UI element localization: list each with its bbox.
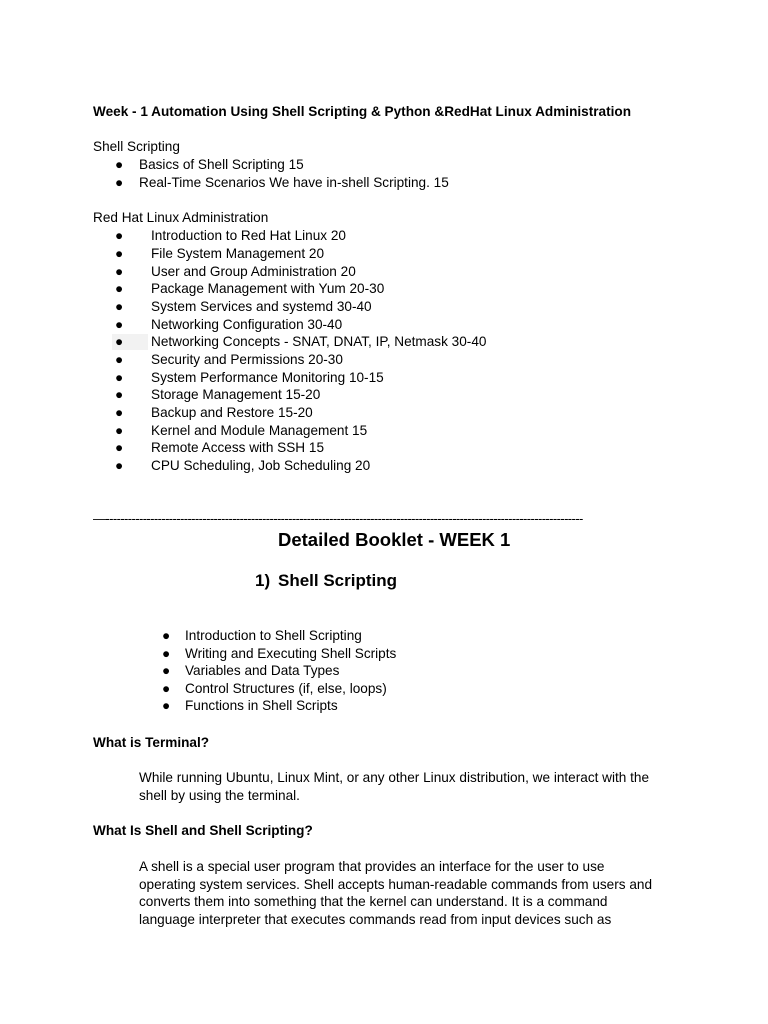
booklet-title: Detailed Booklet - WEEK 1: [278, 529, 511, 550]
bullet-icon: ●: [115, 370, 124, 385]
terminal-heading: What is Terminal?: [93, 735, 210, 750]
list-item: Writing and Executing Shell Scripts: [185, 646, 397, 661]
terminal-paragraph-line: shell by using the terminal.: [139, 788, 300, 803]
bullet-icon: ●: [115, 175, 124, 190]
list-item: Introduction to Red Hat Linux 20: [151, 228, 346, 243]
bullet-icon: ●: [115, 334, 124, 349]
list-item: Remote Access with SSH 15: [151, 440, 325, 455]
list-item: CPU Scheduling, Job Scheduling 20: [151, 458, 371, 473]
shell-section-heading: Shell Scripting: [93, 139, 180, 154]
list-item: File System Management 20: [151, 246, 325, 261]
shell-def-paragraph-line: operating system services. Shell accepts human-readable commands from users and: [139, 877, 653, 892]
bullet-icon: ●: [115, 264, 124, 279]
bullet-icon: ●: [162, 646, 171, 661]
list-item: Networking Concepts - SNAT, DNAT, IP, Netmask 30-40: [151, 334, 487, 349]
list-item: Security and Permissions 20-30: [151, 352, 343, 367]
shell-def-paragraph-line: converts them into something that the kernel can understand. It is a command: [139, 894, 608, 909]
list-item: Storage Management 15-20: [151, 387, 321, 402]
section-title: Shell Scripting: [278, 571, 398, 590]
list-item: Networking Configuration 30-40: [151, 317, 343, 332]
list-item: Kernel and Module Management 15: [151, 423, 368, 438]
bullet-icon: ●: [115, 423, 124, 438]
shell-def-heading: What Is Shell and Shell Scripting?: [93, 823, 313, 838]
list-item: Real-Time Scenarios We have in-shell Scripting. 15: [139, 175, 449, 190]
bullet-icon: ●: [162, 698, 171, 713]
bullet-icon: ●: [115, 281, 124, 296]
bullet-icon: ●: [115, 387, 124, 402]
bullet-icon: ●: [115, 317, 124, 332]
document-title: Week - 1 Automation Using Shell Scripting & Python &RedHat Linux Administration: [93, 104, 631, 119]
bullet-icon: ●: [115, 299, 124, 314]
list-item: System Performance Monitoring 10-15: [151, 370, 384, 385]
bullet-icon: ●: [115, 440, 124, 455]
shell-def-paragraph-line: language interpreter that executes commands read from input devices such as: [139, 912, 612, 927]
bullet-icon: ●: [115, 157, 124, 172]
list-item: Package Management with Yum 20-30: [151, 281, 385, 296]
list-item: Variables and Data Types: [185, 663, 340, 678]
list-item: Functions in Shell Scripts: [185, 698, 338, 713]
list-item: Control Structures (if, else, loops): [185, 681, 387, 696]
bullet-icon: ●: [162, 628, 171, 643]
bullet-icon: ●: [115, 228, 124, 243]
bullet-icon: ●: [162, 663, 171, 678]
rhel-section-heading: Red Hat Linux Administration: [93, 210, 269, 225]
list-item: Introduction to Shell Scripting: [185, 628, 362, 643]
shell-def-paragraph-line: A shell is a special user program that provides an interface for the user to use: [139, 859, 605, 874]
list-item: System Services and systemd 30-40: [151, 299, 372, 314]
list-item: Backup and Restore 15-20: [151, 405, 313, 420]
bullet-icon: ●: [162, 681, 171, 696]
section-divider: —--------------------------------------------------------------------------------------------------------------------------------: [93, 511, 583, 526]
bullet-icon: ●: [115, 458, 124, 473]
list-item: Basics of Shell Scripting 15: [139, 157, 304, 172]
bullet-icon: ●: [115, 405, 124, 420]
section-number: 1): [255, 571, 271, 590]
list-item: User and Group Administration 20: [151, 264, 356, 279]
bullet-icon: ●: [115, 246, 124, 261]
terminal-paragraph-line: While running Ubuntu, Linux Mint, or any other Linux distribution, we interact with the: [139, 770, 650, 785]
bullet-icon: ●: [115, 352, 124, 367]
